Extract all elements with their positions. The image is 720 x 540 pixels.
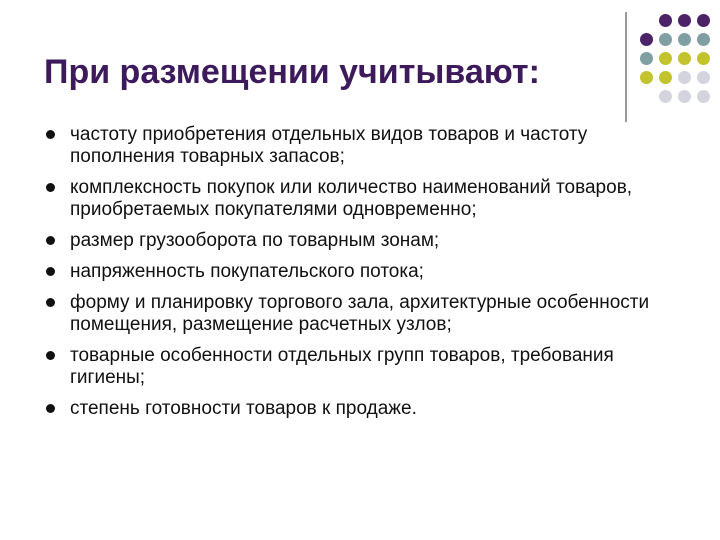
decorative-dot <box>678 33 691 46</box>
decorative-dot <box>678 90 691 103</box>
decorative-dot <box>659 52 672 65</box>
bullet-text: комплексность покупок или количество наименований товаров, приобретаемых покупателями одновременно; <box>70 177 633 220</box>
decorative-dot <box>659 71 672 84</box>
bullet-item <box>44 292 684 336</box>
decorative-dot <box>640 52 653 65</box>
bullet-list <box>44 124 684 429</box>
dot-grid-decoration <box>640 14 716 124</box>
bullet-item <box>44 398 684 420</box>
bullet-item <box>44 124 684 168</box>
bullet-text: товарные особенности отдельных групп товаров, требования гигиены; <box>70 345 614 388</box>
decorative-dot <box>697 14 710 27</box>
bullet-item <box>44 261 684 283</box>
decorative-dot <box>678 52 691 65</box>
decorative-dot <box>659 14 672 27</box>
decorative-dot <box>697 33 710 46</box>
decorative-dot <box>678 14 691 27</box>
decorative-dot <box>697 52 710 65</box>
bullet-text: форму и планировку торгового зала, архитектурные особенности помещения, размещение расчетных узлов; <box>70 292 650 335</box>
bullet-item <box>44 230 684 252</box>
bullet-icon <box>46 130 55 139</box>
bullet-icon <box>46 236 55 245</box>
decorative-dot <box>697 90 710 103</box>
decorative-dot <box>640 33 653 46</box>
bullet-icon <box>46 267 55 276</box>
bullet-icon <box>46 404 55 413</box>
bullet-item <box>44 177 684 221</box>
decorative-dot <box>640 71 653 84</box>
bullet-text: частоту приобретения отдельных видов товаров и частоту пополнения товарных запасов; <box>70 124 588 167</box>
bullet-item <box>44 345 684 389</box>
bullet-text: размер грузооборота по товарным зонам; <box>70 230 440 251</box>
bullet-text: напряженность покупательского потока; <box>70 261 424 282</box>
vertical-divider <box>625 12 627 122</box>
bullet-icon <box>46 298 55 307</box>
bullet-text: степень готовности товаров к продаже. <box>70 398 417 419</box>
decorative-dot <box>659 90 672 103</box>
bullet-icon <box>46 351 55 360</box>
decorative-dot <box>678 71 691 84</box>
decorative-dot <box>697 71 710 84</box>
bullet-icon <box>46 183 55 192</box>
decorative-dot <box>659 33 672 46</box>
slide-title: При размещении учитывают: <box>44 53 540 91</box>
